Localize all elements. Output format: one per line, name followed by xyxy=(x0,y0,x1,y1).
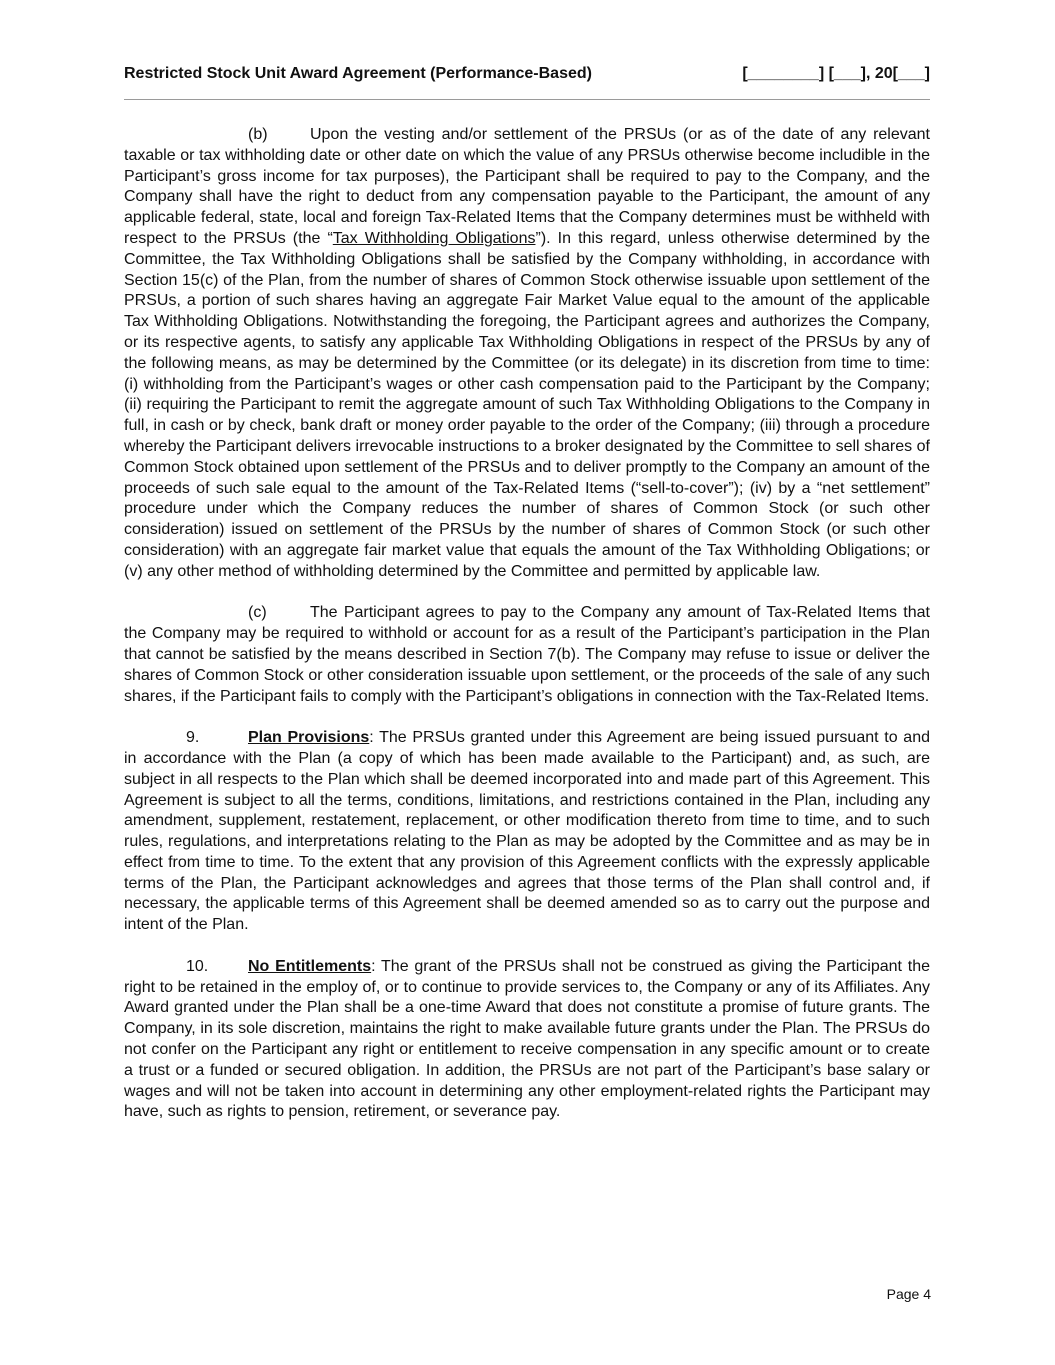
section-10 xyxy=(124,957,930,1123)
section-heading: Plan Provisions xyxy=(248,729,370,747)
document-body xyxy=(124,125,930,1144)
section-heading: No Entitlements xyxy=(248,957,372,975)
paragraph-text: : The grant of the PRSUs shall not be construed as giving the Participant the right to be retained in the employ of, or to continue to provide services to, the Company or any of its Affiliates. Any Award granted under the Plan shall be a one-time Award that does not constitute a promise of future grants. The Company, in its sole discretion, maintains the right to make available future grants under the Plan. The PRSUs do not confer on the Participant any right or entitlement to receive compensation in any specific amount or to create a trust or a funded or secured obligation. In addition, the PRSUs are not part of the Participant’s base salary or wages and will not be taken into account in determining any other employment-related rights the Participant may have, such as rights to pension, retirement, or severance pay. xyxy=(124,957,930,1121)
section-number: 10. xyxy=(186,957,209,975)
subsection-label: (c) xyxy=(248,604,267,622)
paragraph-text: Upon the vesting and/or settlement of the PRSUs (or as of the date of any relevant taxable or tax withholding date or other date on which the value of any PRSUs otherwise become includible in the Participant’s gross income for tax purposes), the Participant shall be required to pay to the Company, and the Company shall have the right to deduct from any compensation payable to the Participant, the amount of any applicable federal, state, local and foreign Tax-Related Items that the Company determines must be withheld with respect to the PRSUs (the “ xyxy=(124,126,930,247)
paragraph-text: : The PRSUs granted under this Agreement are being issued pursuant to and in accordance with the Plan (a copy of which has been made available to the Participant) and, as such, are subject in all respects to the Plan which shall be deemed incorporated into and made part of this Agreement. This Agreement is subject to all the terms, conditions, limitations, and restrictions contained in the Plan, including any amendment, supplement, restatement, replacement, or other modification thereto from time to time, and to such rules, regulations, and interpretations relating to the Plan as may be adopted by the Committee and as may be in effect from time to time. To the extent that any provision of this Agreement conflicts with the expressly applicable terms of the Plan, the Participant acknowledges and agrees that those terms of the Plan shall control and, if necessary, the applicable terms of this Agreement shall be deemed amended so as to carry out the purpose and intent of the Plan. xyxy=(124,729,930,934)
subsection-label: (b) xyxy=(248,126,268,143)
page-header xyxy=(124,60,930,88)
page-number: Page 4 xyxy=(886,1286,931,1302)
section-9 xyxy=(124,728,930,936)
document-date-placeholder: [________] [___], 20[___] xyxy=(742,65,930,82)
document-title: Restricted Stock Unit Award Agreement (Performance-Based) xyxy=(124,65,592,82)
paragraph-8c xyxy=(124,603,930,707)
paragraph-8b xyxy=(124,125,930,583)
section-number: 9. xyxy=(186,729,200,747)
header-divider xyxy=(124,99,930,100)
paragraph-text: ”). In this regard, unless otherwise determined by the Committee, the Tax Withholding Obligations shall be satisfied by the Company withholding, in accordance with Section 15(c) of the Plan, from the number of shares of Common Stock otherwise issuable upon settlement of the PRSUs, a portion of such shares having an aggregate Fair Market Value equal to the amount of the applicable Tax Withholding Obligations. Notwithstanding the foregoing, the Participant agrees and authorizes the Company, or its respective agents, to satisfy any applicable Tax Withholding Obligations in respect of the PRSUs by any of the following means, as may be determined by the Committee (or its delegate) in its discretion from time to time: (i) withholding from the Participant’s wages or other cash compensation paid to the Participant by the Company; (ii) requiring the Participant to remit the aggregate amount of such Tax Withholding Obligations to the Company in full, in cash or by check, bank draft or money order payable to the order of the Company; (iii) through a procedure whereby the Participant delivers irrevocable instructions to a broker designated by the Committee to sell shares of Common Stock obtained upon settlement of the PRSUs and to deliver promptly to the Company an amount of the proceeds of such sale equal to the amount of the Tax-Related Items (“sell-to-cover”); (iv) by a “net settlement” procedure under which the Company reduces the number of shares of Common Stock (or such other consideration) issued on settlement of the PRSUs by the number of shares of Common Stock (or such other consideration) with an aggregate fair market value that equals the amount of the Tax Withholding Obligations; or (v) any other method of withholding determined by the Committee and permitted by applicable law. xyxy=(124,229,931,580)
defined-term: Tax Withholding Obligations xyxy=(332,229,536,247)
paragraph-text: The Participant agrees to pay to the Company any amount of Tax-Related Items that the Company may be required to withhold or account for as a result of the Participant’s participation in the Plan that cannot be satisfied by the means described in Section 7(b). The Company may refuse to issue or deliver the shares of Common Stock or other consideration issuable upon settlement, or the proceeds of the sale of any such shares, if the Participant fails to comply with the Participant’s obligations in connection with the Tax-Related Items. xyxy=(124,604,930,705)
